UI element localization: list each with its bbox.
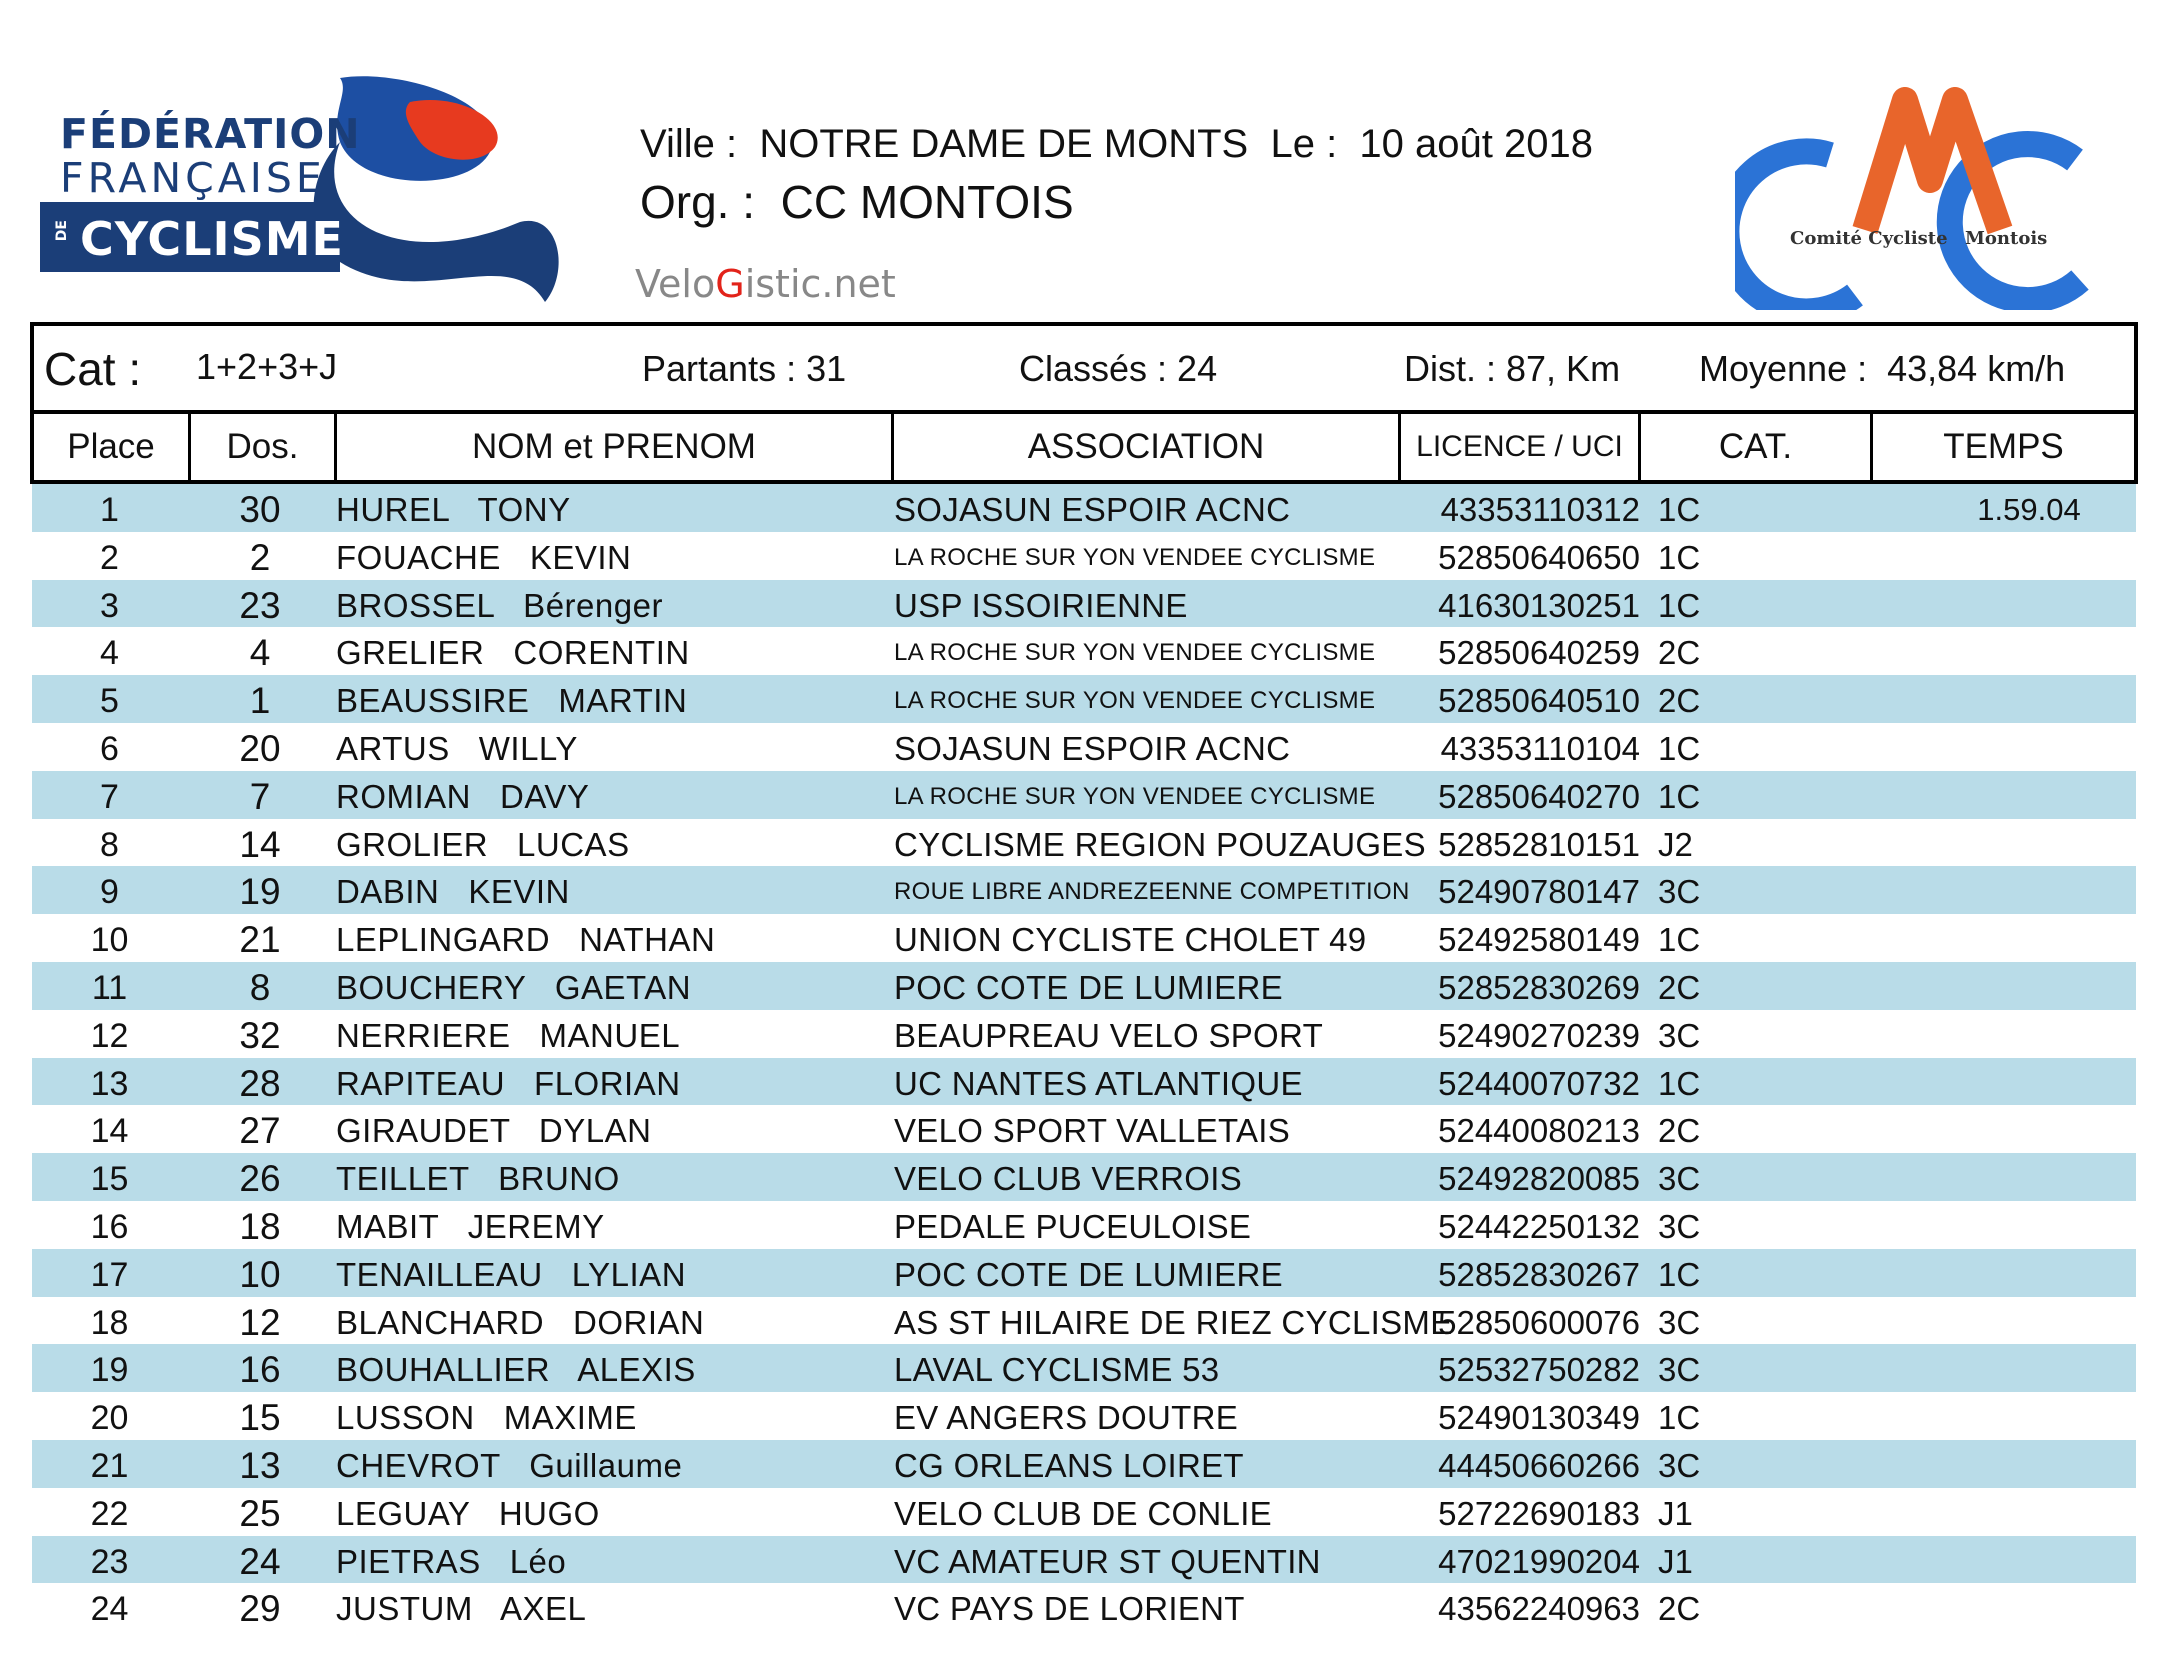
- cell-category: 1C: [1658, 777, 1701, 815]
- cell-category: 1C: [1658, 1064, 1701, 1102]
- cell-time: [1894, 962, 2164, 1010]
- cell-time: [1894, 580, 2164, 628]
- cell-licence: 52532750282: [1438, 1351, 1640, 1389]
- cell-dos: 16: [239, 1349, 281, 1391]
- cell-licence: 52492580149: [1438, 921, 1640, 959]
- table-row: [32, 484, 2136, 532]
- cell-place: 12: [90, 1016, 129, 1055]
- cell-licence: 52490780147: [1438, 873, 1640, 911]
- table-row: [32, 1105, 2136, 1153]
- cell-association: USP ISSOIRIENNE: [894, 586, 1188, 624]
- cell-licence: 47021990204: [1438, 1542, 1640, 1580]
- table-row: [32, 1488, 2136, 1536]
- cell-time: [1894, 675, 2164, 723]
- cell-licence: 52850640259: [1438, 634, 1640, 672]
- classes: Classés : 24: [1019, 348, 1218, 389]
- table-row: [32, 1249, 2136, 1297]
- cell-category: 1C: [1658, 729, 1701, 767]
- ffc-logo: [40, 72, 560, 312]
- cell-name: HUREL TONY: [336, 491, 571, 528]
- cell-association: CG ORLEANS LOIRET: [894, 1446, 1244, 1484]
- cell-association: BEAUPREAU VELO SPORT: [894, 1016, 1324, 1054]
- table-row: [32, 580, 2136, 628]
- ville-label: Ville :: [640, 122, 738, 166]
- table-row: [32, 1153, 2136, 1201]
- cell-association: UC NANTES ATLANTIQUE: [894, 1064, 1303, 1102]
- watermark-part: Velo: [635, 262, 716, 306]
- table-row: [32, 771, 2136, 819]
- table-row: [32, 914, 2136, 962]
- cell-category: 2C: [1658, 634, 1701, 672]
- table-row: [32, 962, 2136, 1010]
- cell-licence: 52852830267: [1438, 1255, 1640, 1293]
- cell-category: 3C: [1658, 1446, 1701, 1484]
- cell-category: 2C: [1658, 682, 1701, 720]
- cell-place: 7: [100, 777, 119, 816]
- cell-category: 3C: [1658, 873, 1701, 911]
- cell-dos: 7: [249, 775, 271, 817]
- cell-dos: 1: [249, 680, 271, 722]
- ccm-caption-left: Comité Cycliste: [1790, 228, 1948, 249]
- cell-category: 1C: [1658, 1255, 1701, 1293]
- cell-category: J1: [1658, 1542, 1693, 1580]
- cell-licence: 52850640510: [1438, 682, 1640, 720]
- cell-time: [1894, 866, 2164, 914]
- moyenne: Moyenne : 43,84 km/h: [1699, 348, 2066, 389]
- cell-licence: 52850640270: [1438, 777, 1640, 815]
- cell-dos: 27: [239, 1110, 281, 1152]
- cell-category: 3C: [1658, 1207, 1701, 1245]
- cell-name: LUSSON MAXIME: [336, 1399, 637, 1437]
- table-row: [32, 1440, 2136, 1488]
- cell-licence: 52852830269: [1438, 968, 1640, 1006]
- cell-dos: 10: [239, 1253, 281, 1295]
- distance: Dist. : 87, Km: [1404, 348, 1621, 389]
- cell-dos: 19: [239, 871, 281, 913]
- cell-licence: 43353110104: [1440, 729, 1640, 767]
- cell-name: PIETRAS Léo: [336, 1542, 567, 1580]
- cell-licence: 43353110312: [1440, 491, 1640, 528]
- cell-place: 9: [100, 873, 119, 912]
- cell-place: 6: [100, 729, 119, 768]
- cell-place: 19: [90, 1351, 129, 1390]
- cell-time: [1894, 1440, 2164, 1488]
- cell-place: 3: [100, 586, 119, 625]
- cell-time: [1894, 1249, 2164, 1297]
- cell-name: FOUACHE KEVIN: [336, 538, 632, 576]
- cell-association: ROUE LIBRE ANDREZEENNE COMPETITION: [894, 878, 1410, 906]
- col-association: ASSOCIATION: [894, 414, 1401, 480]
- cell-time: [1894, 1344, 2164, 1392]
- cell-place: 18: [90, 1303, 129, 1342]
- cell-licence: 52442250132: [1438, 1207, 1640, 1245]
- col-place: Place: [34, 414, 191, 480]
- date-label: Le :: [1270, 122, 1338, 166]
- cell-dos: 28: [239, 1062, 281, 1104]
- cell-dos: 18: [239, 1205, 281, 1247]
- cell-time: [1894, 1392, 2164, 1440]
- cell-licence: 41630130251: [1438, 586, 1640, 624]
- cell-time: [1894, 1153, 2164, 1201]
- cat-value: 1+2+3+J: [196, 346, 338, 387]
- table-row: [32, 819, 2136, 867]
- velogistic-watermark: [635, 262, 896, 306]
- cell-name: GRELIER CORENTIN: [336, 634, 690, 672]
- table-row: [32, 532, 2136, 580]
- cell-name: TENAILLEAU LYLIAN: [336, 1255, 687, 1293]
- cell-name: BEAUSSIRE MARTIN: [336, 682, 688, 720]
- cell-category: 2C: [1658, 968, 1701, 1006]
- cell-dos: 29: [239, 1588, 281, 1630]
- cell-licence: 44450660266: [1438, 1446, 1640, 1484]
- cell-association: VELO CLUB VERROIS: [894, 1160, 1243, 1198]
- cell-licence: 52490130349: [1438, 1399, 1640, 1437]
- cell-dos: 15: [239, 1397, 281, 1439]
- cell-name: JUSTUM AXEL: [336, 1590, 587, 1628]
- cell-association: EV ANGERS DOUTRE: [894, 1399, 1239, 1437]
- watermark-g: G: [715, 262, 745, 306]
- cell-association: POC COTE DE LUMIERE: [894, 1255, 1283, 1293]
- cell-place: 14: [90, 1112, 129, 1151]
- table-row: [32, 1583, 2136, 1631]
- cell-time: 1.59.04: [1977, 492, 2081, 527]
- cell-category: 1C: [1658, 586, 1701, 624]
- cell-association: LA ROCHE SUR YON VENDEE CYCLISME: [894, 543, 1376, 571]
- cell-dos: 20: [239, 727, 281, 769]
- cell-place: 11: [91, 968, 128, 1007]
- cell-association: VELO SPORT VALLETAIS: [894, 1112, 1291, 1150]
- cell-dos: 13: [239, 1444, 281, 1486]
- cell-place: 5: [100, 682, 119, 721]
- results-table-header: [30, 414, 2138, 484]
- cell-name: TEILLET BRUNO: [336, 1160, 620, 1198]
- cell-dos: 8: [249, 966, 271, 1008]
- cell-association: LA ROCHE SUR YON VENDEE CYCLISME: [894, 639, 1376, 667]
- cell-dos: 23: [239, 584, 281, 626]
- watermark-part: istic.net: [744, 262, 896, 306]
- cell-association: VC PAYS DE LORIENT: [894, 1590, 1245, 1628]
- cat-label: Cat :: [44, 343, 142, 395]
- cell-place: 15: [90, 1160, 129, 1199]
- cell-place: 24: [90, 1590, 129, 1629]
- table-row: [32, 1536, 2136, 1584]
- col-temps: TEMPS: [1943, 427, 2064, 466]
- cell-licence: 43562240963: [1438, 1590, 1640, 1628]
- col-cat: CAT.: [1641, 414, 1873, 480]
- cell-name: BLANCHARD DORIAN: [336, 1303, 705, 1341]
- cell-place: 2: [100, 538, 119, 577]
- ffc-logo-de: DE: [54, 220, 70, 242]
- cell-category: 1C: [1658, 1399, 1701, 1437]
- cell-name: LEGUAY HUGO: [336, 1494, 600, 1532]
- cell-category: 3C: [1658, 1351, 1701, 1389]
- cell-time: [1894, 1536, 2164, 1584]
- cell-time: [1894, 1583, 2164, 1631]
- ffc-logo-line1: FÉDÉRATION: [60, 110, 361, 158]
- cell-association: VC AMATEUR ST QUENTIN: [894, 1542, 1321, 1580]
- cell-dos: 24: [239, 1540, 281, 1582]
- cell-place: 13: [90, 1064, 129, 1103]
- cell-dos: 12: [239, 1301, 281, 1343]
- cell-time: [1894, 819, 2164, 867]
- partants: Partants : 31: [642, 348, 847, 389]
- cell-time: [1894, 1010, 2164, 1058]
- cell-association: AS ST HILAIRE DE RIEZ CYCLISME: [894, 1303, 1453, 1341]
- cell-time: [1894, 1297, 2164, 1345]
- org-value: CC MONTOIS: [780, 176, 1074, 228]
- cell-licence: 52490270239: [1438, 1016, 1640, 1054]
- cell-category: J1: [1658, 1494, 1693, 1532]
- cell-place: 23: [90, 1542, 129, 1581]
- cell-name: MABIT JEREMY: [336, 1207, 605, 1245]
- cell-association: LA ROCHE SUR YON VENDEE CYCLISME: [894, 687, 1376, 715]
- header-org-line: [640, 175, 1074, 229]
- table-row: [32, 1392, 2136, 1440]
- cell-category: 2C: [1658, 1590, 1701, 1628]
- col-dos: Dos.: [191, 414, 337, 480]
- table-row: [32, 675, 2136, 723]
- cell-place: 4: [100, 634, 119, 673]
- table-row: [32, 1058, 2136, 1106]
- cell-name: ROMIAN DAVY: [336, 777, 590, 815]
- cell-dos: 30: [239, 489, 281, 530]
- cell-name: NERRIERE MANUEL: [336, 1016, 681, 1054]
- cell-dos: 4: [249, 632, 271, 674]
- cell-place: 17: [90, 1255, 129, 1294]
- cell-name: GROLIER LUCAS: [336, 825, 630, 863]
- cell-category: 1C: [1658, 538, 1701, 576]
- cell-place: 16: [90, 1207, 129, 1246]
- cell-time: [1894, 1488, 2164, 1536]
- cell-dos: 25: [239, 1492, 281, 1534]
- cell-name: ARTUS WILLY: [336, 729, 578, 767]
- table-row: [32, 1297, 2136, 1345]
- cell-time: [1894, 723, 2164, 771]
- ccm-logo-graphic: [1735, 80, 2115, 310]
- cell-licence: 52492820085: [1438, 1160, 1640, 1198]
- cell-association: VELO CLUB DE CONLIE: [894, 1494, 1272, 1532]
- cell-licence: 52440080213: [1438, 1112, 1640, 1150]
- cell-dos: 32: [239, 1014, 281, 1056]
- date-value: 10 août 2018: [1359, 122, 1593, 166]
- ffc-logo-line3: CYCLISME: [80, 212, 344, 266]
- cell-time: [1894, 914, 2164, 962]
- cell-place: 10: [90, 921, 129, 960]
- cell-category: 3C: [1658, 1303, 1701, 1341]
- table-row: [32, 1344, 2136, 1392]
- cell-place: 1: [100, 491, 119, 529]
- cell-category: 2C: [1658, 1112, 1701, 1150]
- cell-name: BOUHALLIER ALEXIS: [336, 1351, 696, 1389]
- cell-name: BROSSEL Bérenger: [336, 586, 663, 624]
- table-row: [32, 723, 2136, 771]
- cell-licence: 52850640650: [1438, 538, 1640, 576]
- cell-place: 20: [90, 1399, 129, 1438]
- org-label: Org. :: [640, 176, 756, 228]
- cell-licence: 52850600076: [1438, 1303, 1640, 1341]
- cell-time: [1894, 771, 2164, 819]
- cell-category: J2: [1658, 825, 1693, 863]
- cell-licence: 52852810151: [1438, 825, 1640, 863]
- col-nom: NOM et PRENOM: [337, 414, 894, 480]
- cell-name: LEPLINGARD NATHAN: [336, 921, 716, 959]
- cell-place: 8: [100, 825, 119, 864]
- cell-dos: 21: [239, 919, 281, 961]
- cell-association: LAVAL CYCLISME 53: [894, 1351, 1220, 1389]
- cell-association: UNION CYCLISTE CHOLET 49: [894, 921, 1367, 959]
- cell-name: RAPITEAU FLORIAN: [336, 1064, 681, 1102]
- cell-category: 1C: [1658, 921, 1701, 959]
- cell-name: GIRAUDET DYLAN: [336, 1112, 652, 1150]
- table-row: [32, 866, 2136, 914]
- cell-dos: 14: [239, 823, 281, 865]
- table-row: [32, 1010, 2136, 1058]
- cell-name: BOUCHERY GAETAN: [336, 968, 692, 1006]
- table-row: [32, 627, 2136, 675]
- cell-licence: 52722690183: [1438, 1494, 1640, 1532]
- race-summary: [30, 322, 2138, 414]
- cell-category: 3C: [1658, 1016, 1701, 1054]
- col-licence: LICENCE / UCI: [1401, 414, 1641, 480]
- cell-category: 3C: [1658, 1160, 1701, 1198]
- cell-category: 1C: [1658, 491, 1701, 528]
- cell-licence: 52440070732: [1438, 1064, 1640, 1102]
- cell-dos: 2: [249, 536, 271, 578]
- ccm-caption-right: Montois: [1965, 228, 2048, 249]
- cell-association: SOJASUN ESPOIR ACNC: [894, 491, 1291, 528]
- cell-association: POC COTE DE LUMIERE: [894, 968, 1283, 1006]
- cell-place: 21: [90, 1446, 129, 1485]
- cell-time: [1894, 532, 2164, 580]
- ffc-logo-line2: FRANÇAISE: [60, 154, 326, 202]
- ville-value: NOTRE DAME DE MONTS: [759, 122, 1249, 166]
- cell-time: [1894, 1201, 2164, 1249]
- cell-association: PEDALE PUCEULOISE: [894, 1207, 1252, 1245]
- header-ville-line: [640, 122, 1593, 167]
- cell-name: DABIN KEVIN: [336, 873, 570, 911]
- cell-time: [1894, 627, 2164, 675]
- cell-time: [1894, 1058, 2164, 1106]
- cell-name: CHEVROT Guillaume: [336, 1446, 683, 1484]
- cell-association: CYCLISME REGION POUZAUGES: [894, 825, 1426, 863]
- cell-association: SOJASUN ESPOIR ACNC: [894, 729, 1291, 767]
- cell-association: LA ROCHE SUR YON VENDEE CYCLISME: [894, 782, 1376, 810]
- cell-dos: 26: [239, 1158, 281, 1200]
- cell-place: 22: [90, 1494, 129, 1533]
- table-row: [32, 1201, 2136, 1249]
- results-table-body: [32, 484, 2136, 1631]
- ccm-logo: [1735, 80, 2115, 310]
- cell-time: [1894, 1105, 2164, 1153]
